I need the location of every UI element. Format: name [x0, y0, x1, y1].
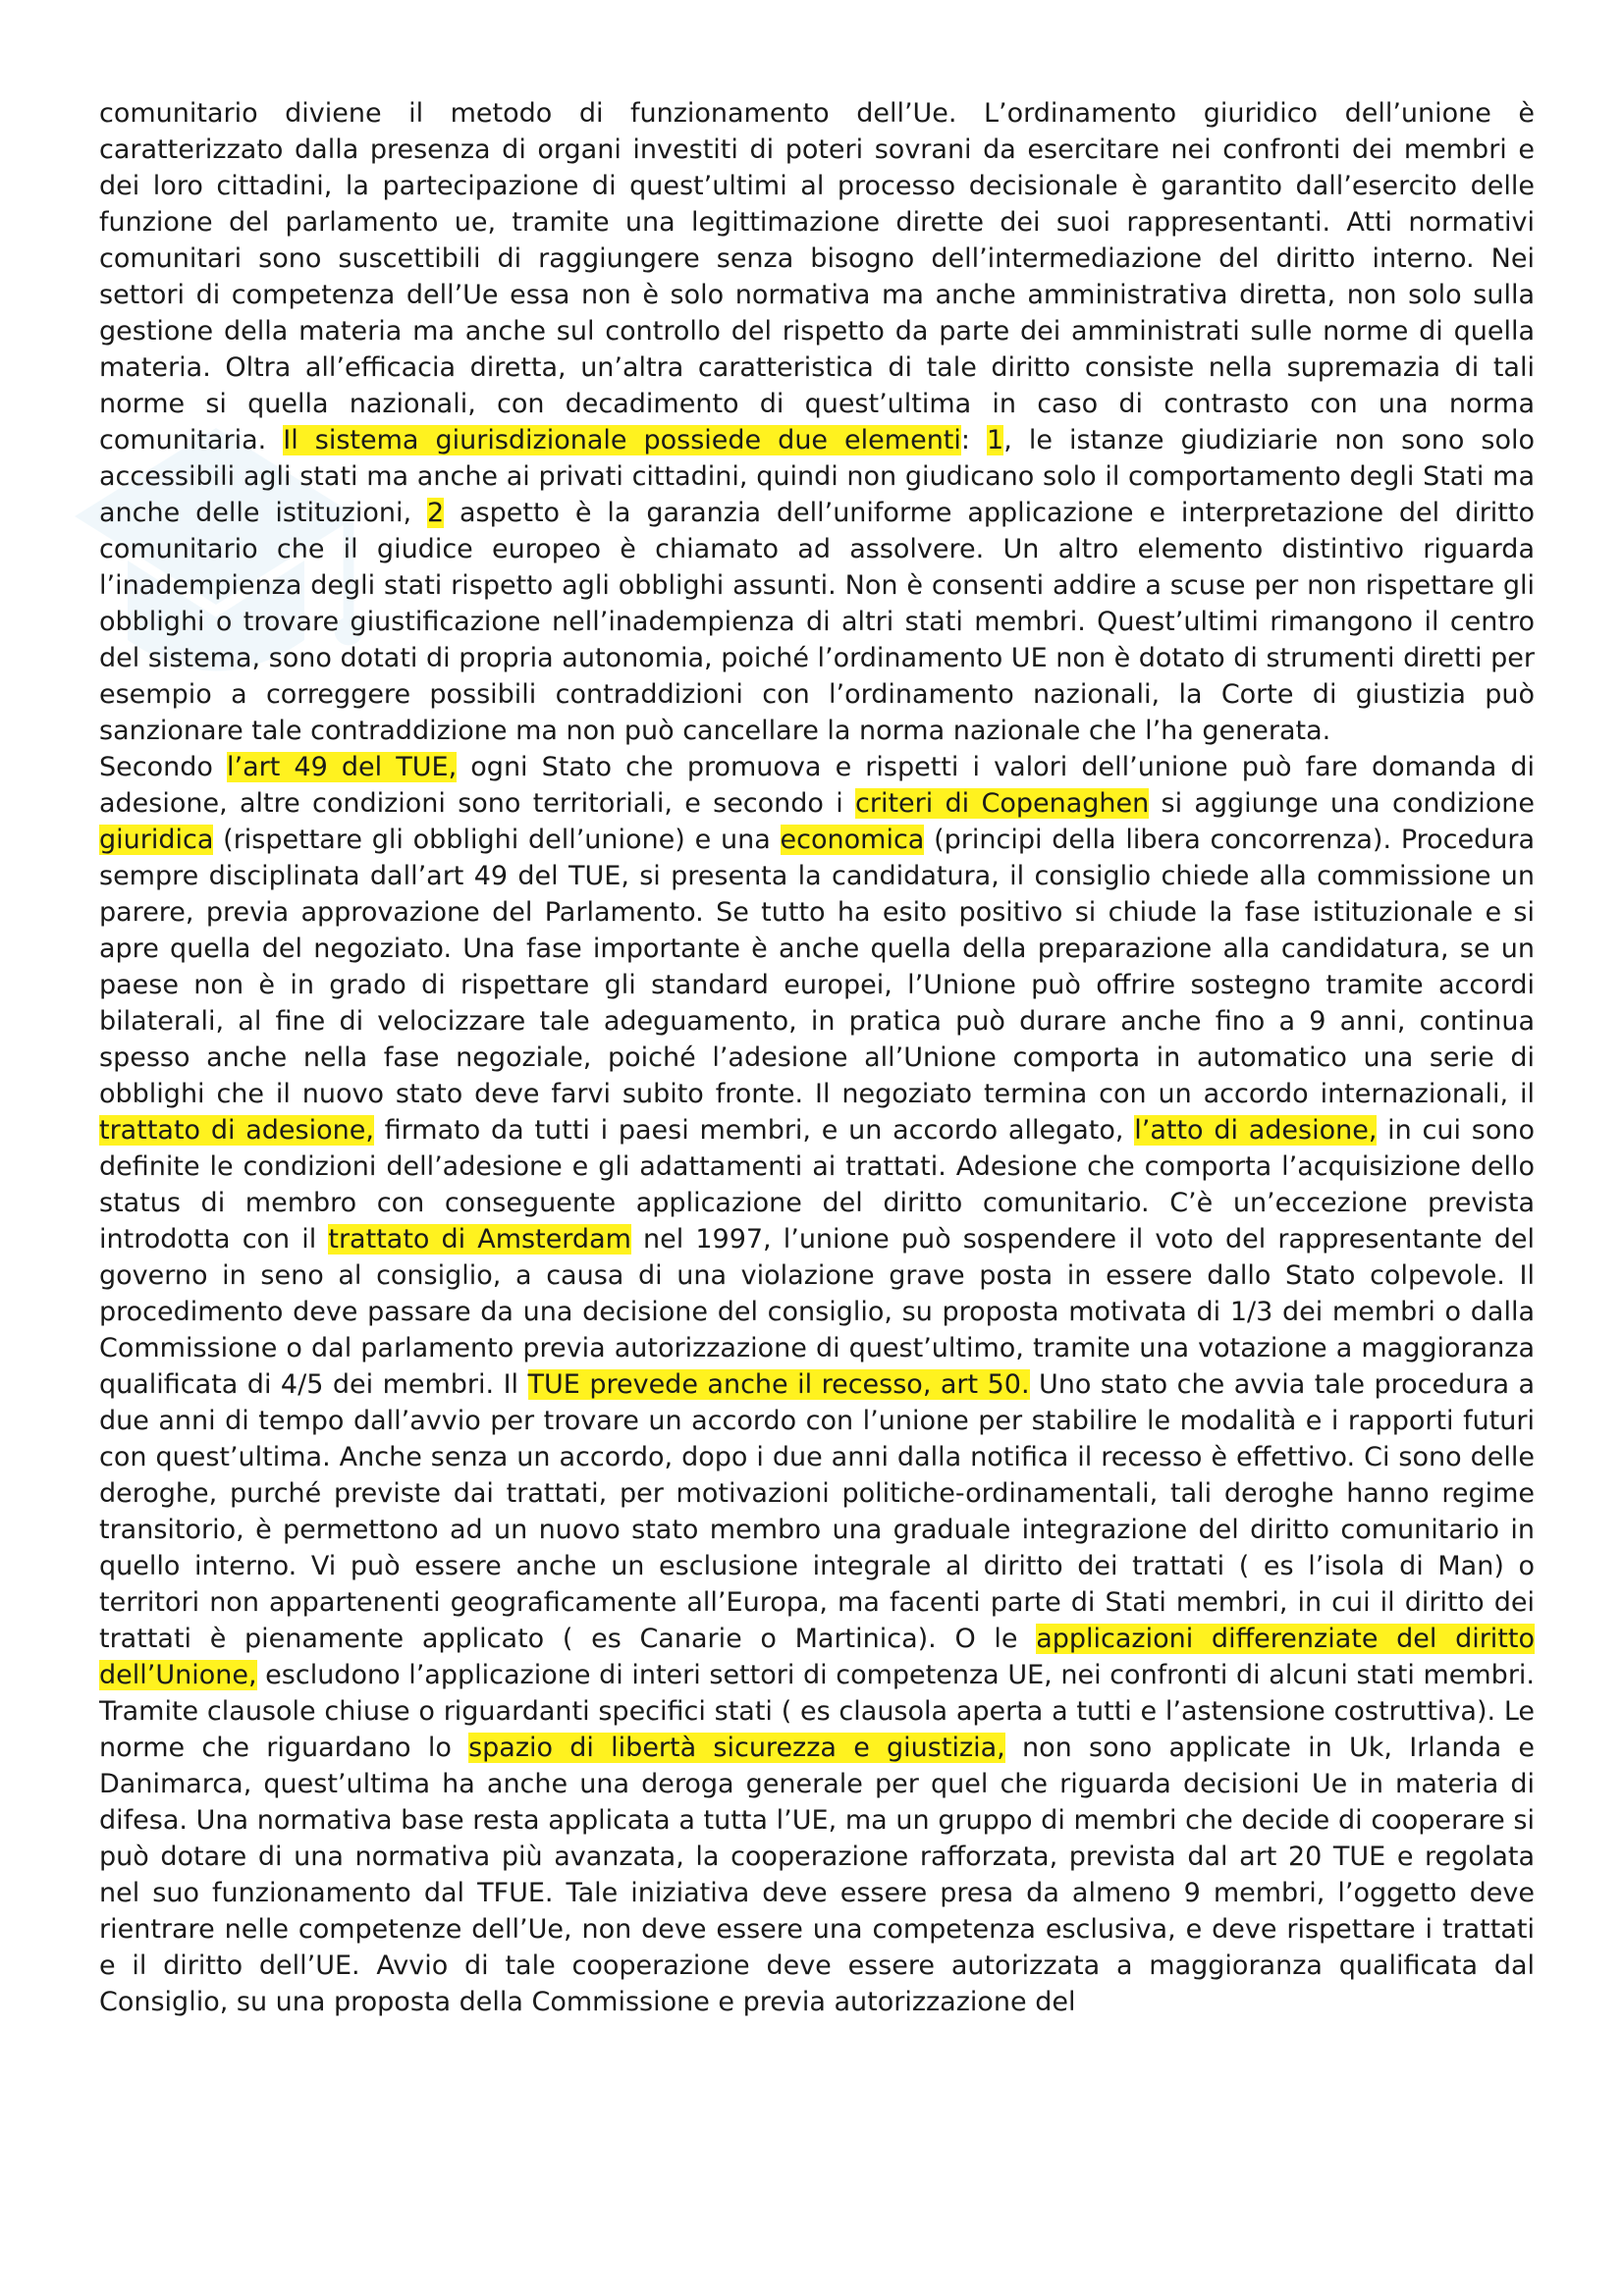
paragraph-accession-procedure	[99, 749, 1535, 2020]
text-run: escludono l’applicazione di interi settori di competenza UE, nei confronti di alcuni stati membri. Tramite clausole chiuse o riguardanti specifici stati ( es clausola aperta a tutti e l’astensione costruttiva). Le norme che riguardano lo	[99, 1660, 1535, 1763]
text-run: Uno stato che avvia tale procedura a due anni di tempo dall’avvio per trovare un accordo con l’unione per stabilire le modalità e i rapporti futuri con quest’ultima. Anche senza un accordo, dopo i due anni dalla notifica il recesso è effettivo. Ci sono delle deroghe, purché previste dai trattati, per motivazioni politiche-ordinamentali, tali deroghe hanno regime transitorio, è permettono ad un nuovo stato membro una graduale integrazione del diritto comunitario in quello interno. Vi può essere anche un esclusione integrale al diritto dei trattati ( es l’isola di Man) o territori non appartenenti geograficamente all’Europa, ma facenti parte di Stati membri, in cui il diritto dei trattati è pienamente applicato ( es Canarie o Martinica). O le	[99, 1369, 1536, 1654]
highlighted-text: trattato di adesione,	[99, 1115, 374, 1146]
highlighted-text: Il sistema giurisdizionale possiede due elementi	[283, 425, 961, 455]
text-run: non sono applicate in Uk, Irlanda e Danimarca, quest’ultima ha anche una deroga generale per quel che riguarda decisioni Ue in materia di difesa. Una normativa base resta applicata a tutta l’UE, ma un gruppo di membri che decide di cooperare si può dotare di una normativa più avanzata, la cooperazione rafforzata, prevista dal art 20 TUE e regolata nel suo funzionamento dal TFUE. Tale iniziativa deve essere presa da almeno 9 membri, l’oggetto deve rientrare nelle competenze dell’Ue, non deve essere una competenza esclusiva, e deve rispettare i trattati e il diritto dell’UE. Avvio di tale cooperazione deve essere autorizzata a maggioranza qualificata dal Consiglio, su una proposta della Commissione e previa autorizzazione del	[99, 1733, 1535, 2017]
text-run: (rispettare gli obblighi dell’unione) e una	[213, 825, 781, 855]
highlighted-text: TUE prevede anche il recesso, art 50.	[527, 1369, 1030, 1400]
text-run: (principi della libera concorrenza). Procedura sempre disciplinata dall’art 49 del TUE, si presenta la candidatura, il consiglio chiede alla commissione un parere, previa approvazione del Parlamento. Se tutto ha esito positivo si chiude la fase istituzionale e si apre quella del negoziato. Una fase importante è anche quella della preparazione alla candidatura, se un paese non è in grado di rispettare gli standard europei, l’Unione può offrire sostegno tramite accordi bilaterali, al fine di velocizzare tale adeguamento, in pratica può durare anche fino a 9 anni, continua spesso anche nella fase negoziale, poiché l’adesione all’Unione comporta in automatico una serie di obblighi che il nuovo stato deve farvi subito fronte. Il negoziato termina con un accordo internazionali, il	[99, 825, 1536, 1109]
highlighted-text: giuridica	[99, 825, 214, 855]
text-run: Secondo	[99, 752, 227, 782]
highlighted-text: 1	[987, 425, 1004, 455]
text-run: in cui sono definite le condizioni dell’adesione e gli adattamenti ai trattati. Adesione che comporta l’acquisizione dello status di membro con conseguente applicazione del diritto comunitario. C’è un’eccezione prevista introdotta con il	[99, 1115, 1535, 1255]
highlighted-text: criteri di Copenaghen	[855, 788, 1150, 819]
highlighted-text: l’atto di adesione,	[1134, 1115, 1378, 1146]
text-run: nel 1997, l’unione può sospendere il voto del rappresentante del governo in seno al consiglio, a causa di una violazione grave posta in essere dallo Stato colpevole. Il procedimento deve passare da una decisione del consiglio, su proposta motivata di 1/3 dei membri o dalla Commissione o dal parlamento previa autorizzazione di quest’ultimo, tramite una votazione a maggioranza qualificata di 4/5 dei membri. Il	[99, 1224, 1535, 1400]
highlighted-text: l’art 49 del TUE,	[227, 752, 458, 782]
highlighted-text: applicazioni differenziate del diritto dell’Unione,	[99, 1624, 1535, 1690]
text-run: ogni Stato che promuova e rispetti i valori dell’unione può fare domanda di adesione, altre condizioni sono territoriali, e secondo i	[99, 752, 1536, 819]
text-run: comunitario diviene il metodo di funzionamento dell’Ue. L’ordinamento giuridico dell’unione è caratterizzato dalla presenza di organi investiti di poteri sovrani da esercitare nei confronti dei membri e dei loro cittadini, la partecipazione di quest’ultimi al processo decisionale è garantito dall’esercito delle funzione del parlamento ue, tramite una legittimazione dirette dei suoi rappresentanti. Atti normativi comunitari sono suscettibili di raggiungere senza bisogno dell’intermediazione del diritto interno. Nei settori di competenza dell’Ue essa non è solo normativa ma anche amministrativa diretta, non solo sulla gestione della materia ma anche sul controllo del rispetto da parte dei amministrati sulle norme di quella materia. Oltra all’efficacia diretta, un’altra caratteristica di tale diritto consiste nella supremazia di tali norme si quella nazionali, con decadimento di quest’ultima in caso di contrasto con una norma comunitaria.	[99, 98, 1535, 455]
highlighted-text: spazio di libertà sicurezza e giustizia,	[468, 1733, 1005, 1763]
text-run: aspetto è la garanzia dell’uniforme applicazione e interpretazione del diritto comunitario che il giudice europeo è chiamato ad assolvere. Un altro elemento distintivo riguarda l’inadempienza degli stati rispetto agli obblighi assunti. Non è consenti addire a scuse per non rispettare gli obblighi o trovare giustificazione nell’inadempienza di altri stati membri. Quest’ultimi rimangono il centro del sistema, sono dotati di propria autonomia, poiché l’ordinamento UE non è dotato di strumenti diretti per esempio a correggere possibili contraddizioni con l’ordinamento nazionali, la Corte di giustizia può sanzionare tale contraddizione ma non può cancellare la norma nazionale che l’ha generata.	[99, 498, 1535, 746]
document-body	[99, 95, 1535, 2020]
paragraph-eu-legal-order	[99, 95, 1535, 749]
text-run: , le istanze giudiziarie non sono solo accessibili agli stati ma anche ai privati cittadini, quindi non giudicano solo il comportamento degli Stati ma anche delle istituzioni,	[99, 425, 1536, 528]
highlighted-text: 2	[426, 498, 445, 528]
text-run: :	[960, 425, 988, 455]
text-run: firmato da tutti i paesi membri, e un accordo allegato,	[373, 1115, 1135, 1146]
text-run: si aggiunge una condizione	[1149, 788, 1536, 819]
highlighted-text: trattato di Amsterdam	[328, 1224, 631, 1255]
highlighted-text: economica	[780, 825, 925, 855]
